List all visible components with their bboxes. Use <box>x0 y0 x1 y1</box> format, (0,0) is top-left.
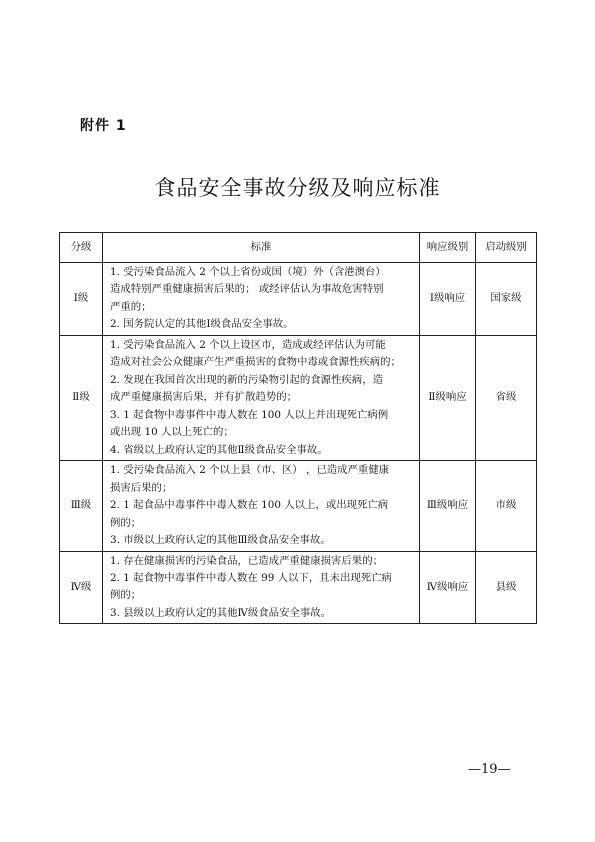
standard-line: 4. 省级以上政府认定的其他Ⅱ级食品安全事故。 <box>110 443 328 456</box>
response-cell: Ⅱ级响应 <box>420 335 476 460</box>
grade-cell: Ⅰ级 <box>60 263 103 336</box>
standard-line: 造成特别严重健康损害后果的； 或经评估认为事故危害特别 <box>110 283 384 296</box>
standard-line: 例的； <box>110 516 142 529</box>
standard-line: 2. 1 起食物中毒事件中毒人数在 99 人以下，且未出现死亡病 <box>110 571 392 584</box>
standard-line: 1. 存在健康损害的污染食品，已造成严重健康损害后果的； <box>110 554 383 567</box>
response-cell: Ⅳ级响应 <box>420 551 476 624</box>
table-row <box>60 263 537 336</box>
grade-cell: Ⅳ级 <box>60 551 103 624</box>
standard-line: 损害后果的； <box>110 481 173 494</box>
standard-line: 或出现 10 人以上死亡的； <box>110 426 234 439</box>
document-title: 食品安全事故分级及响应标准 <box>154 176 441 200</box>
standard-line: 2. 国务院认定的其他Ⅰ级食品安全事故。 <box>110 318 294 331</box>
standard-line: 造成对社会公众健康产生严重损害的食物中毒或食源性疾病的； <box>110 356 401 369</box>
activation-cell: 县级 <box>476 551 537 624</box>
standard-line: 2. 1 起食品中毒事件中毒人数在 100 人以上，或出现死亡病 <box>110 499 389 512</box>
standard-cell <box>103 335 420 460</box>
standard-line: 1. 受污染食品流入 2 个以上县（市、区） ，已造成严重健康 <box>110 464 390 477</box>
header-standard: 标准 <box>103 233 420 263</box>
response-cell: Ⅲ级响应 <box>420 461 476 551</box>
standard-line: 3. 1 起食物中毒事件中毒人数在 100 人以上并出现死亡病例 <box>110 408 389 421</box>
standard-cell <box>103 263 420 336</box>
page-number: —19— <box>468 762 511 777</box>
standard-line: 3. 市级以上政府认定的其他Ⅲ级食品安全事故。 <box>110 534 331 547</box>
header-activation: 启动级别 <box>476 233 537 263</box>
table-row <box>60 551 537 624</box>
activation-cell: 国家级 <box>476 263 537 336</box>
table-header-row <box>60 233 537 263</box>
standard-line: 1. 受污染食品流入 2 个以上省份或国（境）外（含港澳台） <box>110 266 386 278</box>
activation-cell: 市级 <box>476 461 537 551</box>
standard-line: 1. 受污染食品流入 2 个以上设区市，造成或经评估认为可能 <box>110 338 386 351</box>
attachment-label: 附件 1 <box>80 118 127 134</box>
standard-cell <box>103 461 420 551</box>
table-row <box>60 461 537 551</box>
standard-line: 3. 县级以上政府认定的其他Ⅳ级食品安全事故。 <box>110 606 332 619</box>
grade-cell: Ⅲ级 <box>60 461 103 551</box>
header-response: 响应级别 <box>420 233 476 263</box>
standard-cell <box>103 551 420 624</box>
standard-line: 例的； <box>110 589 142 602</box>
grading-table <box>59 232 537 624</box>
standard-line: 2. 发现在我国首次出现的新的污染物引起的食源性疾病，造 <box>110 373 383 386</box>
header-grade: 分级 <box>60 233 103 263</box>
standard-line: 成严重健康损害后果，并有扩散趋势的； <box>110 391 298 404</box>
table-row <box>60 335 537 460</box>
grade-cell: Ⅱ级 <box>60 335 103 460</box>
activation-cell: 省级 <box>476 335 537 460</box>
standard-line: 严重的； <box>110 300 152 313</box>
response-cell: Ⅰ级响应 <box>420 263 476 336</box>
